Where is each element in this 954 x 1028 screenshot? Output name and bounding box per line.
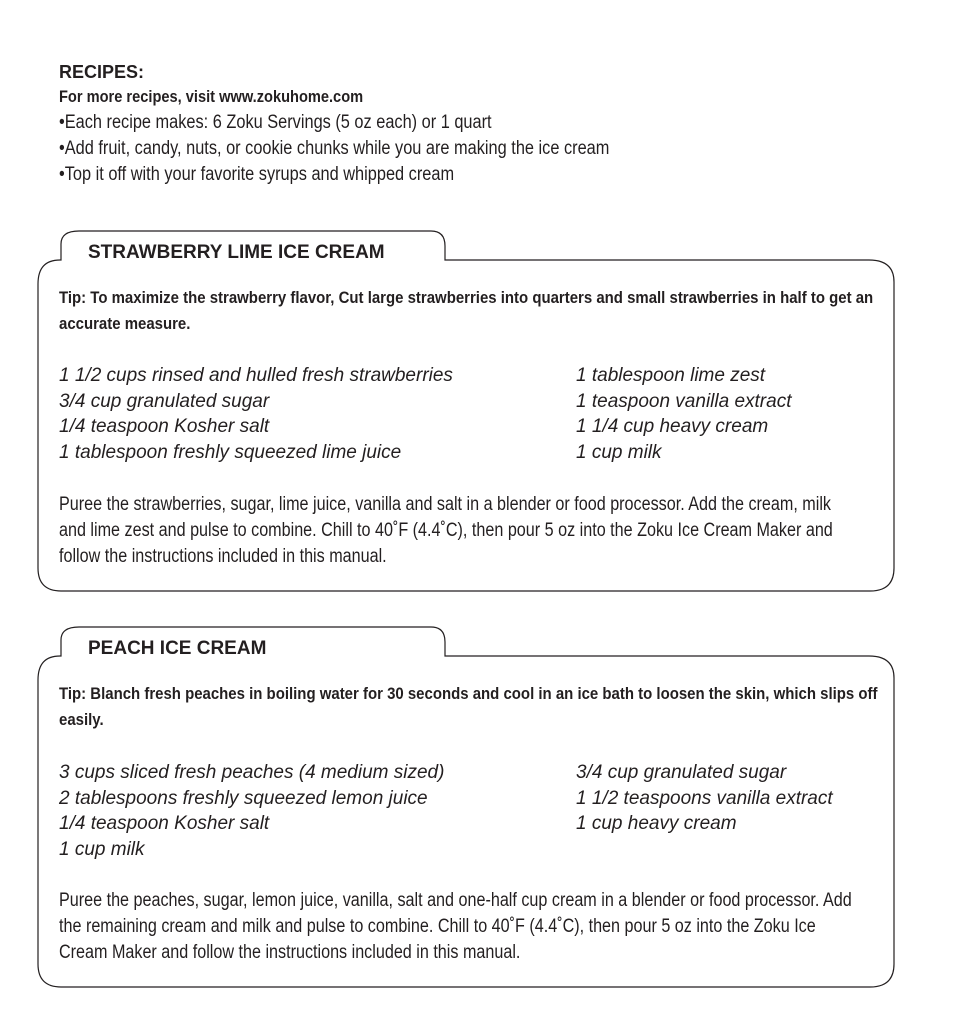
recipe-note: • Top it off with your favorite syrups and whipped cream <box>59 162 799 188</box>
recipe-method: Puree the strawberries, sugar, lime juice, vanilla and salt in a blender or food processor. Add the cream, milk and lime zest and pulse to combine. Chill to 40˚F (4.4˚C), then pour 5 oz into the Zoku Ice Cream Maker and follow the instructions included in this manual. <box>59 494 833 567</box>
recipe-method: Puree the peaches, sugar, lemon juice, vanilla, salt and one-half cup cream in a blender or food processor. Add the remaining cream and milk and pulse to combine. Chill to 40˚F (4.4˚C), then pour 5 oz into the Zoku Ice Cream Maker and follow the instructions included in this manual. <box>59 890 852 963</box>
ingredient: 3/4 cup granulated sugar <box>59 390 270 412</box>
ingredients-right <box>576 760 833 837</box>
recipe-title: PEACH ICE CREAM <box>88 638 267 659</box>
recipe-note: • Each recipe makes: 6 Zoku Servings (5 oz each) or 1 quart <box>59 110 799 136</box>
ingredient: 1/4 teaspoon Kosher salt <box>59 416 270 437</box>
recipe-tip: Tip: To maximize the strawberry flavor, Cut large strawberries into quarters and small strawberries in half to get an accurate measure. <box>59 288 874 333</box>
ingredient: 1 cup heavy cream <box>576 813 737 834</box>
ingredient: 1 tablespoon lime zest <box>576 365 766 386</box>
recipe-tip: Tip: Blanch fresh peaches in boiling water for 30 seconds and cool in an ice bath to loosen the skin, which slips off easily. <box>59 684 878 729</box>
recipe-card-peach <box>37 626 895 988</box>
ingredient: 1 tablespoon freshly squeezed lime juice <box>59 441 402 463</box>
ingredient: 1 1/2 cups rinsed and hulled fresh strawberries <box>59 365 453 386</box>
ingredient: 3/4 cup granulated sugar <box>576 762 787 783</box>
ingredient: 3 cups sliced fresh peaches (4 medium sized) <box>59 762 445 783</box>
recipes-heading: RECIPES: <box>59 62 145 82</box>
recipe-title: STRAWBERRY LIME ICE CREAM <box>88 242 385 263</box>
ingredient: 1 cup milk <box>576 441 662 463</box>
recipes-intro <box>59 60 919 188</box>
ingredients-left <box>59 363 453 465</box>
ingredients-left <box>59 760 444 862</box>
recipe-notes-list <box>59 110 919 188</box>
ingredient: 1 1/4 cup heavy cream <box>576 416 769 437</box>
ingredient: 1 1/2 teaspoons vanilla extract <box>576 787 833 809</box>
ingredient: 1/4 teaspoon Kosher salt <box>59 813 270 834</box>
recipe-card-strawberry-lime <box>37 230 895 592</box>
ingredient: 1 teaspoon vanilla extract <box>576 390 792 412</box>
more-recipes-link-text: For more recipes, visit www.zokuhome.com <box>59 87 364 106</box>
ingredient: 2 tablespoons freshly squeezed lemon juice <box>59 787 428 809</box>
recipe-note: • Add fruit, candy, nuts, or cookie chunks while you are making the ice cream <box>59 136 799 162</box>
ingredient: 1 cup milk <box>59 838 145 860</box>
ingredients-right <box>576 363 791 465</box>
